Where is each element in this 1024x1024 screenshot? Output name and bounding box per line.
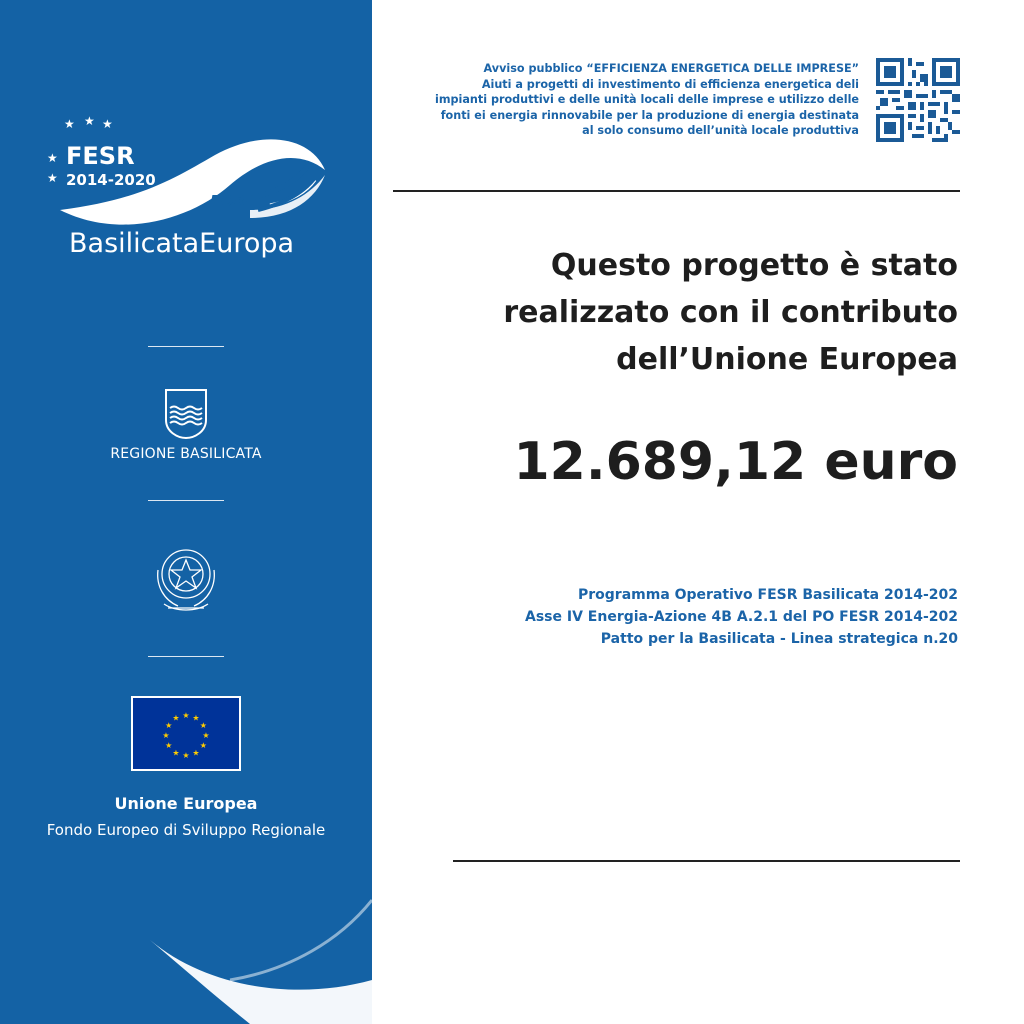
- bottom-wave-decoration: [0, 880, 372, 1024]
- region-label: REGIONE BASILICATA: [110, 446, 262, 462]
- headline-line: Questo progetto è stato: [550, 248, 958, 283]
- basilicata-coat-of-arms-icon: [164, 388, 208, 440]
- por-label: POR: [210, 192, 246, 210]
- svg-text:★: ★: [192, 748, 200, 758]
- notice-line: fonti ei energia rinnovabile per la produzione di energia destinata: [440, 108, 859, 122]
- svg-text:★: ★: [64, 117, 75, 131]
- program-line: Programma Operativo FESR Basilicata 2014-202: [577, 587, 958, 603]
- svg-text:★: ★: [84, 114, 95, 128]
- svg-text:★: ★: [192, 713, 200, 723]
- headline: [398, 242, 958, 383]
- eu-subtitle: Fondo Europeo di Sviluppo Regionale: [46, 821, 326, 839]
- svg-text:★: ★: [47, 151, 58, 165]
- notice-line: Avviso pubblico “EFFICIENZA ENERGETICA DELLE IMPRESE”: [483, 62, 859, 75]
- amount: 12.689,12 euro: [513, 432, 958, 492]
- svg-text:★: ★: [165, 741, 173, 750]
- left-divider-3: [148, 656, 224, 657]
- svg-text:★: ★: [162, 731, 170, 740]
- program-line: Patto per la Basilicata - Linea strategica n.20: [600, 631, 958, 647]
- headline-line: realizzato con il contributo: [503, 295, 958, 330]
- notice-line: al solo consumo dell’unità locale produttiva: [582, 124, 859, 137]
- eu-title: Unione Europea: [114, 794, 258, 813]
- brand-name: BasilicataEuropa: [69, 228, 295, 259]
- left-divider-1: [148, 346, 224, 347]
- fesr-years: 2014-2020: [66, 171, 156, 189]
- qr-code-icon: [876, 58, 960, 142]
- notice-line: Aiuti a progetti di investimento di efficienza energetica deli: [481, 77, 859, 91]
- notice-line: impianti produttivi e delle unità locali delle imprese e utilizzo delle: [435, 93, 859, 106]
- fesr-label: FESR: [66, 142, 135, 170]
- left-divider-2: [148, 500, 224, 501]
- svg-text:★: ★: [47, 171, 58, 185]
- svg-text:★: ★: [199, 741, 207, 750]
- svg-text:★: ★: [172, 748, 180, 758]
- svg-text:★: ★: [172, 713, 180, 723]
- svg-text:★: ★: [182, 711, 190, 720]
- italian-republic-emblem-icon: [150, 540, 222, 616]
- headline-line: dell’Unione Europea: [616, 342, 958, 377]
- left-panel: [0, 0, 372, 1024]
- svg-text:★: ★: [165, 721, 173, 730]
- svg-text:★: ★: [199, 721, 207, 730]
- bottom-rule: [453, 860, 960, 862]
- program-line: Asse IV Energia-Azione 4B A.2.1 del PO FESR 2014-202: [525, 609, 958, 625]
- notice-text: [389, 61, 859, 139]
- svg-text:★: ★: [202, 731, 210, 740]
- top-rule: [393, 190, 960, 192]
- svg-text:★: ★: [182, 751, 190, 760]
- eu-flag-icon: [131, 696, 241, 771]
- program-info: [438, 584, 958, 650]
- svg-text:★: ★: [102, 117, 113, 131]
